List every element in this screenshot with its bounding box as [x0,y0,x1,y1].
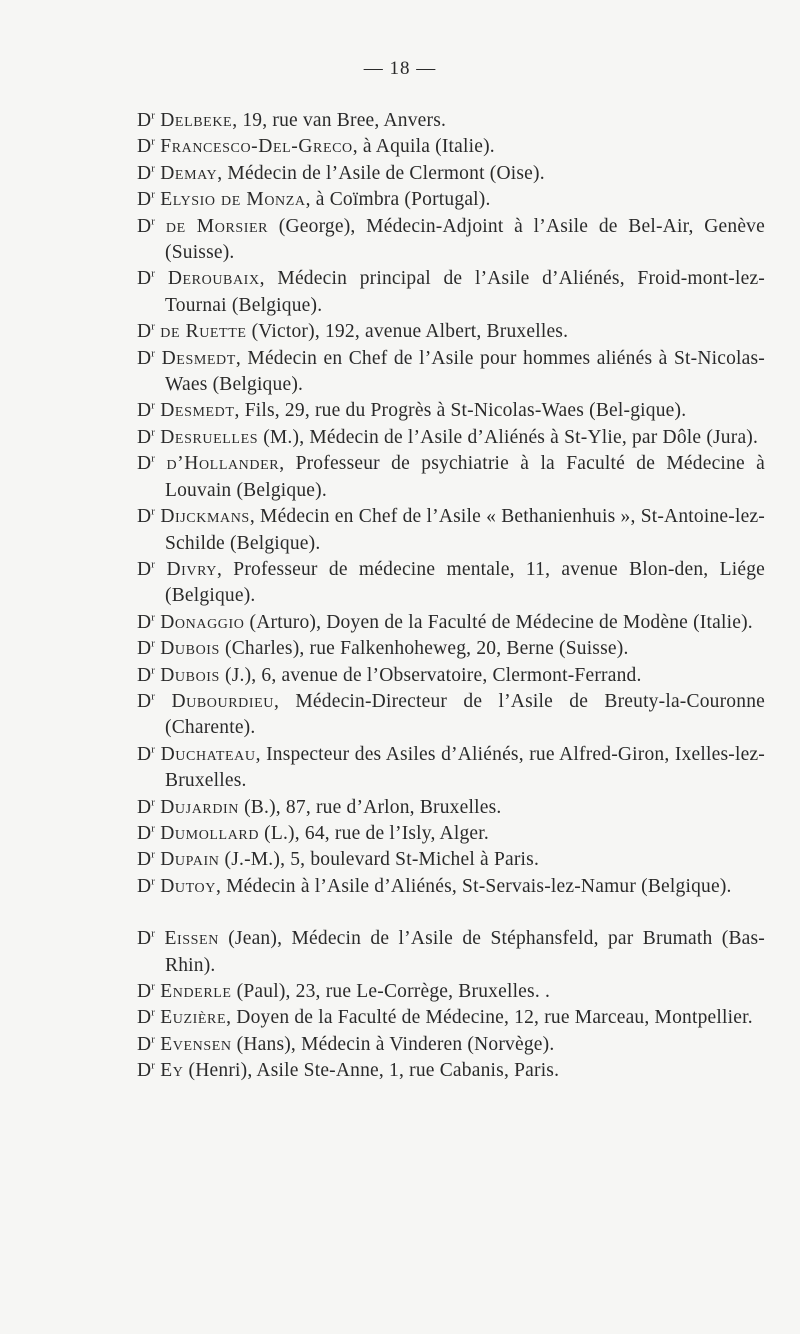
directory-entry [137,636,765,662]
person-name: Demay [160,162,218,184]
title-abbreviation: $D^r$ [137,875,156,897]
person-name: Eissen [164,928,219,950]
entry-details: , 19, rue van Bree, Anvers. [232,110,447,131]
person-name: Delbeke [160,110,233,131]
title-abbreviation: $D^r$ [137,109,156,131]
entry-details: (Hans), Médecin à Vinderen (Norvège). [231,1033,555,1055]
title-abbreviation: $D^r$ [137,162,156,184]
person-name: Desmedt [161,347,236,369]
title-abbreviation: $D^r$ [137,426,156,448]
directory-entry [137,926,765,979]
title-abbreviation: $D^r$ [137,927,156,950]
title-abbreviation: $D^r$ [137,505,156,528]
person-name: Desmedt [160,400,235,422]
directory-entry [137,610,765,636]
entry-details: , Médecin principal de l’Asile d’Aliénés, Froid-mont-lez-Tournai (Belgique). [165,268,765,316]
person-name: de Ruette [160,321,247,343]
title-abbreviation: $D^r$ [137,320,156,343]
person-name: Euzière [160,1007,227,1029]
directory-entry [137,1058,765,1084]
entry-details: (Jean), Médecin de l’Asile de Stéphansfeld, par Brumath (Bas-Rhin). [165,928,765,976]
directory-entry [137,451,765,504]
entry-details: (M.), Médecin de l’Asile d’Aliénés à St-Ylie, par Dôle (Jura). [258,426,759,448]
title-abbreviation: $D^r$ [137,188,156,211]
title-abbreviation: $D^r$ [137,664,156,686]
entry-details: , Professeur de médecine mentale, 11, avenue Blon-den, Liége (Belgique). [165,558,765,607]
person-name: Elysio de Monza [160,189,306,211]
title-abbreviation: $D^r$ [137,1006,156,1029]
directory-entry [137,214,765,267]
entry-details: , Médecin de l’Asile de Clermont (Oise). [217,162,545,184]
title-abbreviation: $D^r$ [137,796,156,818]
directory-entry [137,557,765,610]
entry-details: (J.-M.), 5, boulevard St-Michel à Paris. [219,849,540,871]
directory-entry [137,134,765,160]
person-name: Dujardin [160,796,240,818]
entry-details: , à Coïmbra (Portugal). [305,189,491,211]
title-abbreviation: $D^r$ [137,637,156,660]
person-name: Donaggio [160,611,245,633]
directory-entry [137,319,765,345]
person-name: Duchateau [160,743,256,765]
person-name: Divry [166,558,217,580]
directory-entry [137,398,765,424]
title-abbreviation: $D^r$ [137,743,156,765]
title-abbreviation: $D^r$ [137,558,156,580]
title-abbreviation: $D^r$ [137,267,156,290]
title-abbreviation: $D^r$ [137,822,156,844]
person-name: d’Hollander [166,453,280,475]
person-name: Dupain [160,849,220,871]
title-abbreviation: $D^r$ [137,452,156,475]
entry-details: , Médecin à l’Asile d’Aliénés, St-Servais-lez-Namur (Belgique). [215,875,732,897]
entry-details: (B.), 87, rue d’Arlon, Bruxelles. [239,796,502,818]
title-abbreviation: $D^r$ [137,215,156,237]
title-abbreviation: $D^r$ [137,347,156,369]
person-name: Dubois [160,638,220,660]
directory-entry [137,663,765,689]
entry-details: , Fils, 29, rue du Progrès à St-Nicolas-Waes (Bel-gique). [234,400,687,422]
directory-entry [137,161,765,187]
person-name: Dubois [160,664,220,686]
entry-details: (Victor), 192, avenue Albert, Bruxelles. [246,321,569,343]
entry-details: , Inspecteur des Asiles d’Aliénés, rue Alfred-Giron, Ixelles-lez-Bruxelles. [165,743,765,792]
title-abbreviation: $D^r$ [137,611,156,633]
entry-details: , Médecin en Chef de l’Asile « Bethanienhuis », St-Antoine-lez-Schilde (Belgique). [165,506,765,554]
page-number: — 18 — [363,58,437,79]
directory-entry [137,1005,765,1031]
entry-details: , Professeur de psychiatrie à la Faculté de Médecine à Louvain (Belgique). [165,453,765,501]
entry-details: , Médecin-Directeur de l’Asile de Breuty-la-Couronne (Charente). [165,690,765,739]
person-name: Francesco-Del-Greco [160,136,353,158]
entry-details: (J.), 6, avenue de l’Observatoire, Clermont-Ferrand. [219,664,642,686]
title-abbreviation: $D^r$ [137,690,156,712]
directory-entry [137,742,765,795]
entry-details: , Médecin en Chef de l’Asile pour hommes aliénés à St-Nicolas-Waes (Belgique). [165,347,765,396]
entry-details: (L.), 64, rue de l’Isly, Alger. [259,822,489,844]
person-name: de Morsier [165,215,269,237]
directory-entry [137,108,765,134]
directory-entry [137,266,765,319]
person-name: Dubourdieu [171,690,274,712]
directory-entry [137,821,765,847]
directory-entry [137,425,765,451]
entry-details: (George), Médecin-Adjoint à l’Asile de Bel-Air, Genève (Suisse). [165,215,765,264]
person-name: Ey [160,1060,184,1082]
person-name: Deroubaix [167,268,260,290]
directory-entry [137,187,765,213]
entry-details: (Charles), rue Falkenhoheweg, 20, Berne (Suisse). [219,638,629,660]
directory-entry [137,346,765,399]
directory-entry [137,504,765,557]
title-abbreviation: $D^r$ [137,848,156,871]
title-abbreviation: $D^r$ [137,1033,156,1055]
directory-entry [137,979,765,1005]
title-abbreviation: $D^r$ [137,399,156,422]
entry-details: (Henri), Asile Ste-Anne, 1, rue Cabanis, Paris. [183,1060,560,1082]
entry-details: , à Aquila (Italie). [352,136,495,158]
person-name: Dutoy [160,875,216,897]
person-name: Enderle [160,981,232,1002]
entry-details: , Doyen de la Faculté de Médecine, 12, rue Marceau, Montpellier. [226,1007,753,1029]
person-name: Dumollard [160,822,260,844]
title-abbreviation: $D^r$ [137,980,156,1002]
person-name: Desruelles [160,426,259,448]
title-abbreviation: $D^r$ [137,135,156,158]
entry-details: (Arturo), Doyen de la Faculté de Médecine de Modène (Italie). [244,611,753,633]
entry-details: (Paul), 23, rue Le-Corrège, Bruxelles. . [231,981,551,1002]
directory-entry [137,1032,765,1058]
person-name: Dijckmans [160,506,250,528]
directory-entry [137,689,765,742]
directory-entry [137,874,765,900]
directory-list [137,108,765,1085]
directory-entry [137,795,765,821]
directory-entry [137,847,765,873]
person-name: Evensen [160,1033,232,1055]
title-abbreviation: $D^r$ [137,1059,156,1082]
